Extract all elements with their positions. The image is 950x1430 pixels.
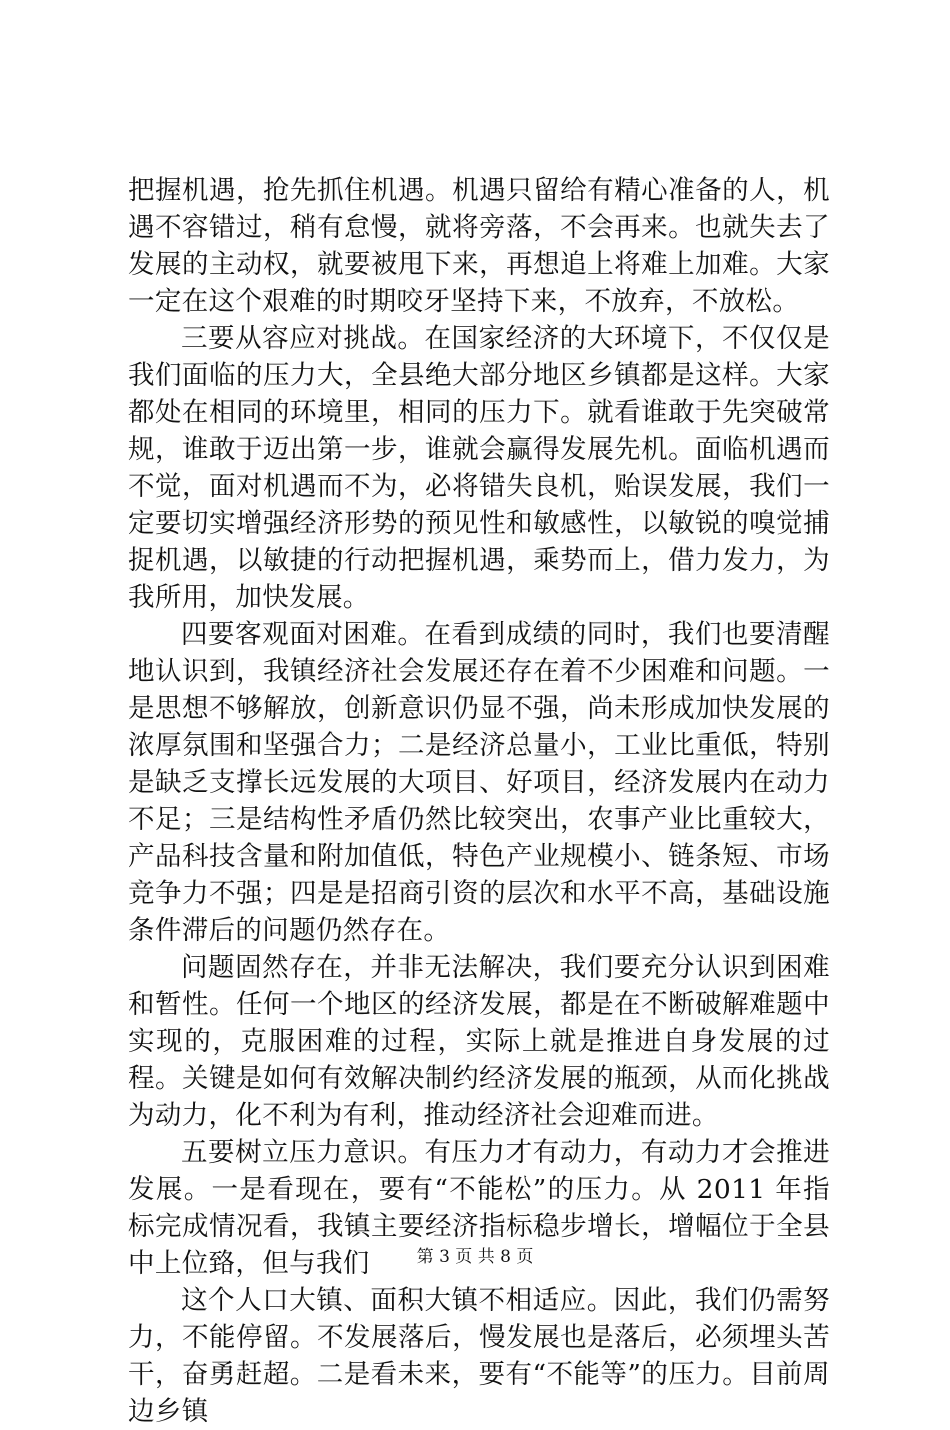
paragraph-2: 三要从容应对挑战。在国家经济的大环境下，不仅仅是我们面临的压力大，全县绝大部分地区乡镇都是这样。大家都处在相同的环境里，相同的压力下。就看谁敢于先突破常规，谁敢于迈出第一步，谁就会赢得发展先机。面临机遇而不觉，面对机遇而不为，必将错失良机，贻误发展，我们一定要切实增强经济形势的预见性和敏感性，以敏锐的嗅觉捕捉机遇，以敏捷的行动把握机遇，乘势而上，借力发力，为我所用，加快发展。 xyxy=(128,323,830,613)
paragraph-5: 五要树立压力意识。有压力才有动力，有动力才会推进发展。一是看现在，要有“不能松”的压力。从 2011 年指标完成情况看，我镇主要经济指标稳步增长，增幅位于全县中上位臵，但与我们 xyxy=(128,1137,830,1279)
document-body xyxy=(128,172,830,1430)
paragraph-6: 这个人口大镇、面积大镇不相适应。因此，我们仍需努力，不能停留。不发展落后，慢发展也是落后，必须埋头苦干，奋勇赶超。二是看未来，要有“不能等”的压力。目前周边乡镇 xyxy=(128,1285,830,1427)
paragraph-4: 问题固然存在，并非无法解决，我们要充分认识到困难和暂性。任何一个地区的经济发展，都是在不断破解难题中实现的，克服困难的过程，实际上就是推进自身发展的过程。关键是如何有效解决制约经济发展的瓶颈，从而化挑战为动力，化不利为有利，推动经济社会迎难而进。 xyxy=(128,952,830,1131)
page-footer: 第 3 页 共 8 页 xyxy=(416,1247,534,1267)
paragraph-3: 四要客观面对困难。在看到成绩的同时，我们也要清醒地认识到，我镇经济社会发展还存在着不少困难和问题。一是思想不够解放，创新意识仍显不强，尚未形成加快发展的浓厚氛围和坚强合力；二是经济总量小，工业比重低，特别是缺乏支撑长远发展的大项目、好项目，经济发展内在动力不足；三是结构性矛盾仍然比较突出，农事产业比重较大，产品科技含量和附加值低，特色产业规模小、链条短、市场竞争力不强；四是是招商引资的层次和水平不高，基础设施条件滞后的问题仍然存在。 xyxy=(128,619,830,946)
paragraph-1: 把握机遇，抢先抓住机遇。机遇只留给有精心准备的人，机遇不容错过，稍有怠慢，就将旁落，不会再来。也就失去了发展的主动权，就要被甩下来，再想追上将难上加难。大家一定在这个艰难的时期咬牙坚持下来，不放弃，不放松。 xyxy=(128,175,830,317)
